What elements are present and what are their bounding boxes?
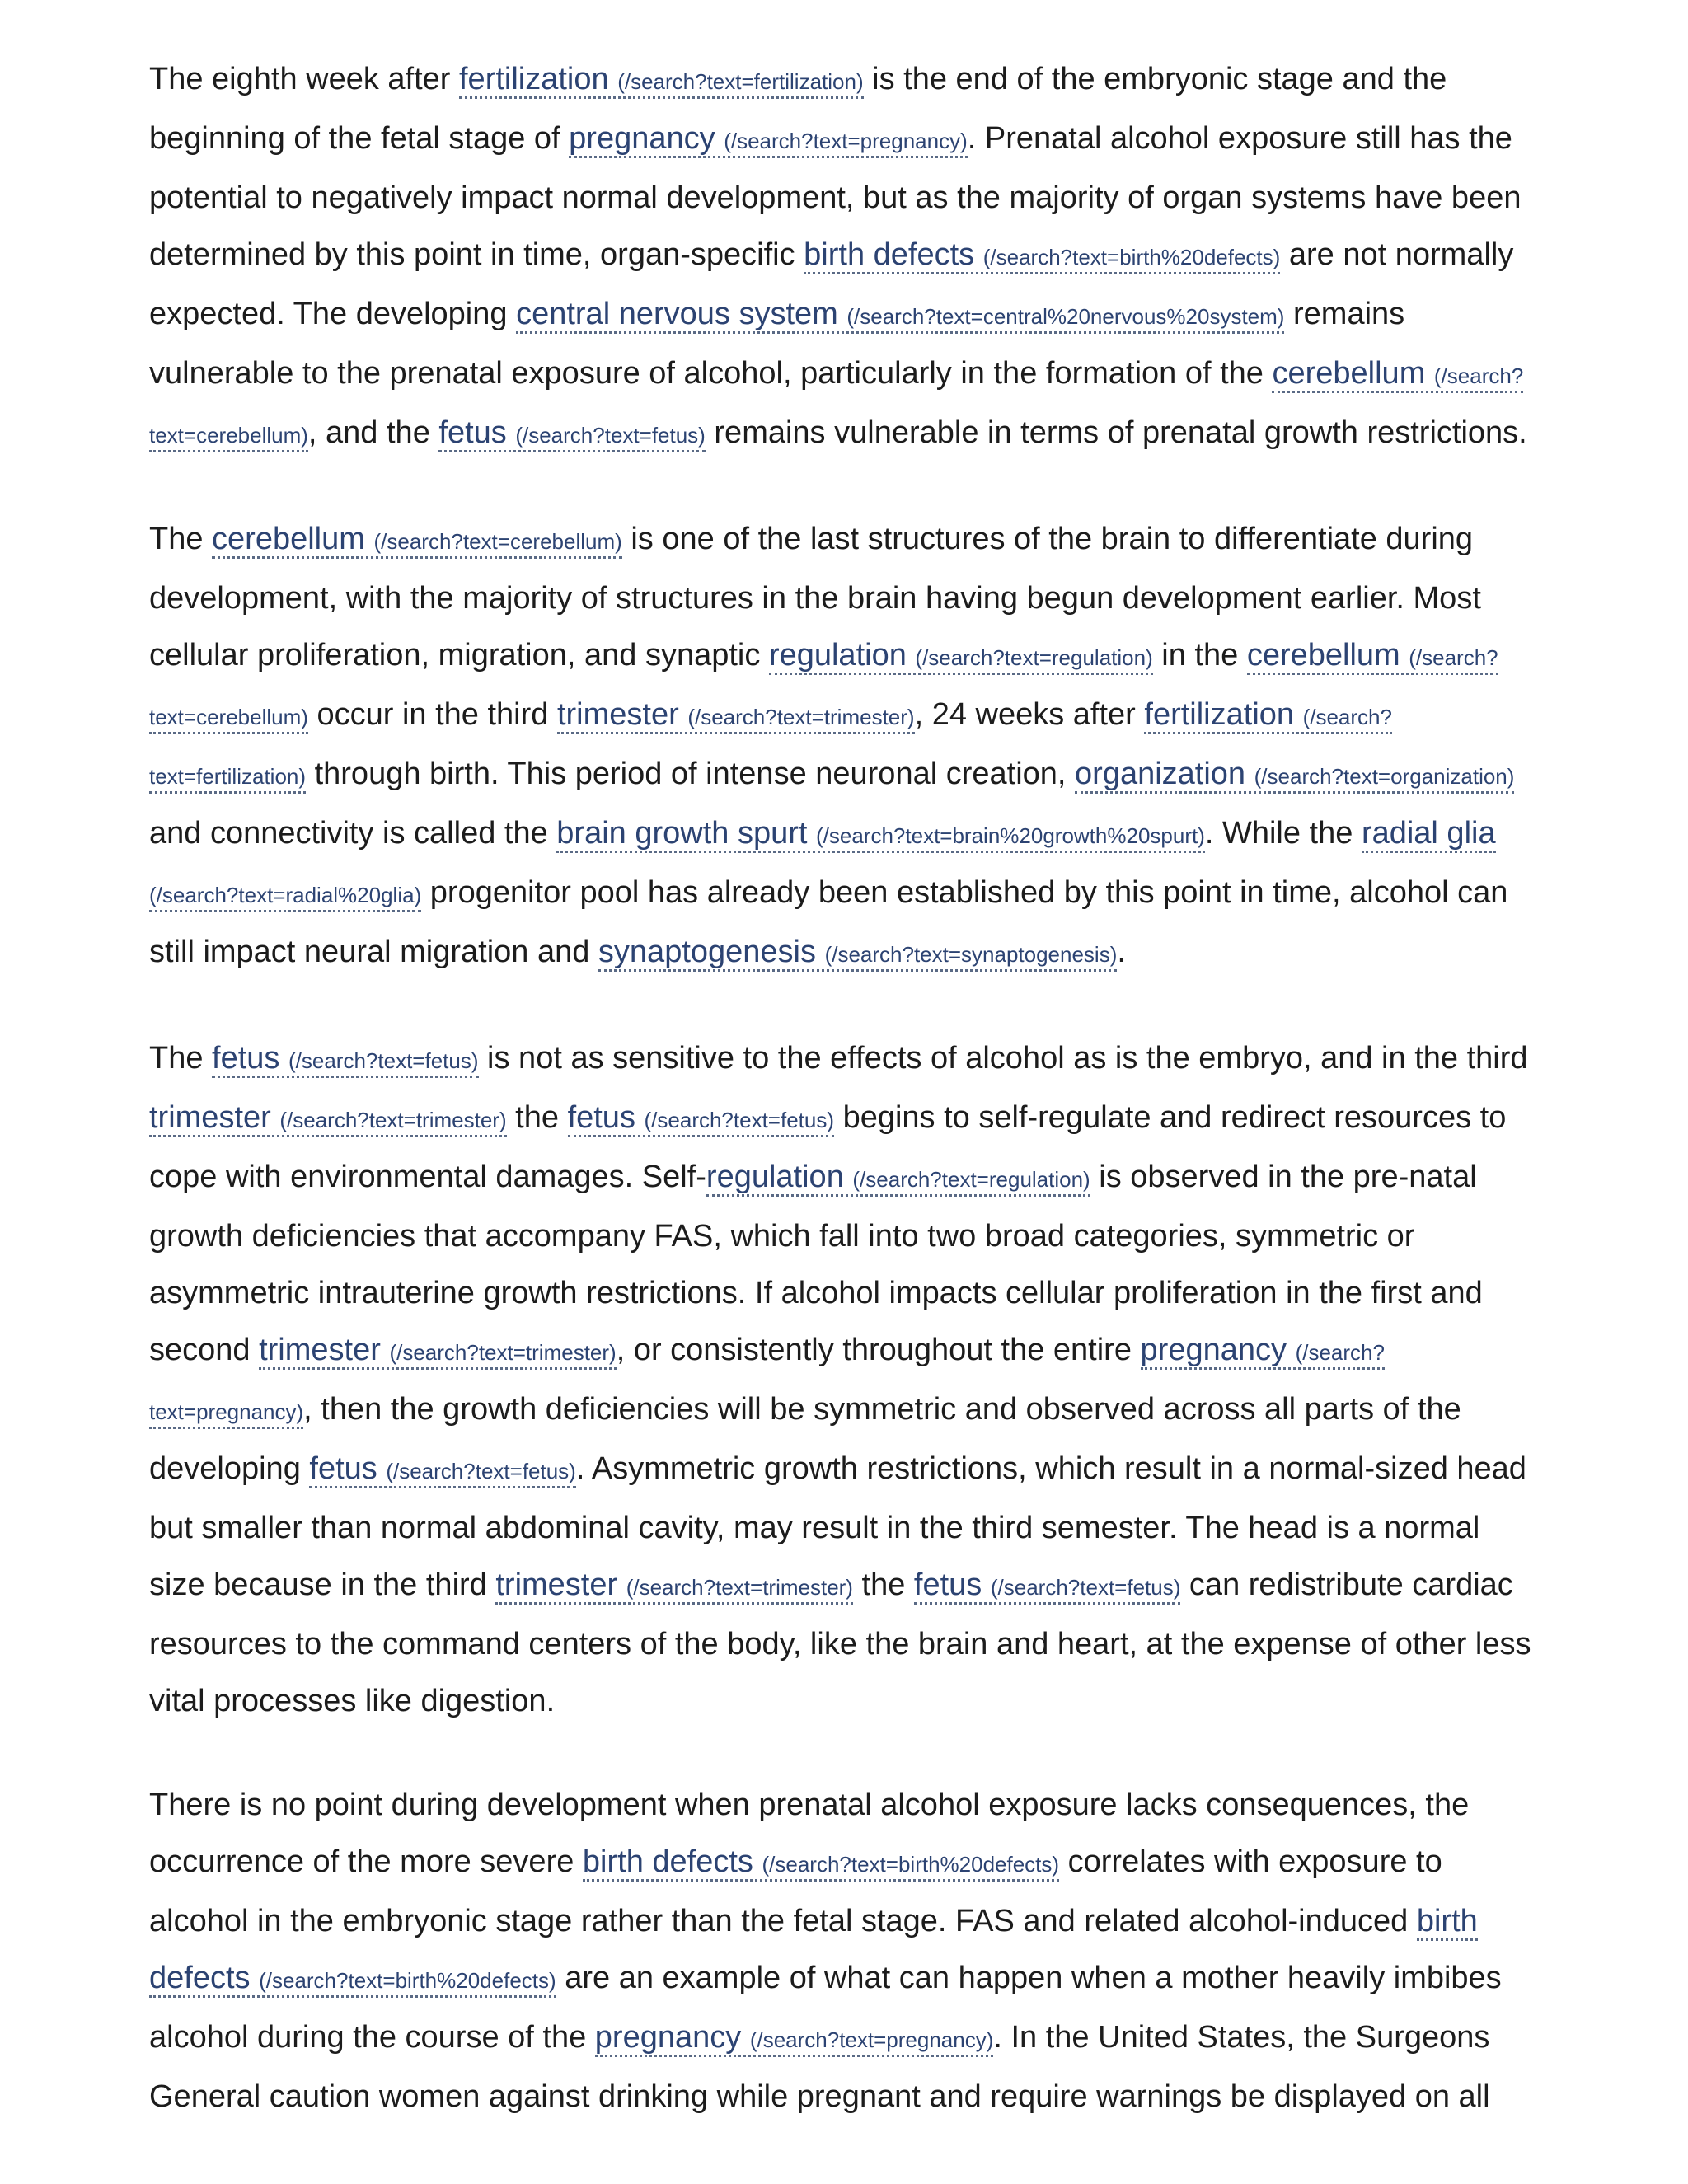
search-link-url: (/search?text=trimester) bbox=[687, 705, 915, 729]
article-body bbox=[149, 51, 1542, 2125]
article-paragraph bbox=[149, 1030, 1542, 1730]
search-link-url: (/search?text=cerebellum) bbox=[373, 529, 622, 554]
body-text: There is no point during development when prenatal alcohol exposure lacks consequences, the occurrence of the more severe bbox=[149, 1788, 1470, 1879]
body-text: can redistribute cardiac resources to the command centers of the body, like the brain and heart, at the expense of other less vital processes like digestion. bbox=[149, 1568, 1531, 1718]
search-link-url: (/search?text=fetus) bbox=[644, 1108, 835, 1132]
search-link[interactable] bbox=[459, 62, 864, 99]
search-link-url: (/search?text=fertilization) bbox=[149, 705, 1392, 789]
search-link-label: fetus bbox=[212, 1041, 280, 1076]
body-text: . bbox=[1117, 935, 1126, 969]
search-link-label: fetus bbox=[309, 1451, 377, 1486]
search-link-label: pregnancy bbox=[1140, 1333, 1287, 1367]
search-link[interactable] bbox=[438, 415, 705, 452]
search-link[interactable] bbox=[149, 1100, 507, 1137]
search-link-url: (/search?text=brain%20growth%20spurt) bbox=[816, 823, 1205, 848]
search-link-url: (/search?text=pregnancy) bbox=[724, 129, 968, 153]
search-link-url: (/search?text=organization) bbox=[1254, 764, 1515, 789]
body-text: begins to self-regulate and redirect resources to cope with environmental damages. Self- bbox=[149, 1100, 1507, 1194]
search-link-label: organization bbox=[1075, 757, 1246, 791]
search-link[interactable] bbox=[1075, 757, 1514, 794]
body-text: The bbox=[149, 522, 213, 556]
body-text: . While the bbox=[1204, 816, 1362, 851]
body-text: remains vulnerable to the prenatal exposure of alcohol, particularly in the formation of the bbox=[149, 297, 1405, 391]
search-link-label: radial glia bbox=[1361, 816, 1496, 851]
search-link[interactable] bbox=[212, 522, 622, 559]
search-link-url: (/search?text=fetus) bbox=[990, 1575, 1181, 1600]
search-link-url: (/search?text=synaptogenesis) bbox=[824, 942, 1118, 967]
article-paragraph bbox=[149, 51, 1542, 464]
body-text: correlates with exposure to alcohol in the embryonic stage rather than the fetal stage. FAS and related alcohol-induced bbox=[149, 1844, 1442, 1938]
search-link-url: (/search?text=regulation) bbox=[852, 1167, 1090, 1192]
body-text: and connectivity is called the bbox=[149, 816, 557, 851]
search-link-url: (/search?text=cerebellum) bbox=[149, 363, 1524, 448]
search-link-label: fertilization bbox=[459, 62, 609, 96]
search-link-label: fertilization bbox=[1144, 697, 1295, 732]
body-text: is the end of the embryonic stage and the beginning of the fetal stage of bbox=[149, 62, 1447, 156]
body-text: is not as sensitive to the effects of alcohol as is the embryo, and in the third bbox=[478, 1041, 1528, 1076]
search-link[interactable] bbox=[706, 1160, 1090, 1197]
search-link-url: (/search?text=cerebellum) bbox=[149, 645, 1498, 729]
search-link[interactable] bbox=[583, 1844, 1059, 1882]
search-link[interactable] bbox=[598, 935, 1117, 972]
search-link-url: (/search?text=trimester) bbox=[279, 1108, 507, 1132]
search-link-url: (/search?text=birth%20defects) bbox=[259, 1968, 556, 1993]
body-text: , and the bbox=[307, 415, 439, 450]
body-text: , 24 weeks after bbox=[914, 697, 1145, 732]
search-link-label: brain growth spurt bbox=[556, 816, 808, 851]
search-link-label: birth defects bbox=[804, 237, 975, 272]
body-text: . Prenatal alcohol exposure still has the potential to negatively impact normal development, but as the majority of organ systems have been determined by this point in time, organ-specific bbox=[149, 121, 1522, 272]
search-link-label: synaptogenesis bbox=[598, 935, 816, 969]
search-link[interactable] bbox=[557, 697, 915, 734]
body-text: is one of the last structures of the brain to differentiate during development, with the majority of structures in the brain having begun development earlier. Most cellular proliferation, migration, and synaptic bbox=[149, 522, 1481, 673]
search-link-label: cerebellum bbox=[1246, 638, 1400, 673]
search-link-label: trimester bbox=[259, 1333, 381, 1367]
article-paragraph bbox=[149, 1777, 1542, 2125]
search-link[interactable] bbox=[309, 1451, 575, 1488]
body-text: are an example of what can happen when a mother heavily imbibes alcohol during the course of the bbox=[149, 1961, 1502, 2055]
body-text: the bbox=[852, 1568, 914, 1602]
body-text: are not normally expected. The developing bbox=[149, 237, 1514, 331]
body-text: remains vulnerable in terms of prenatal growth restrictions. bbox=[705, 415, 1527, 450]
body-text: progenitor pool has already been established by this point in time, alcohol can still impact neural migration and bbox=[149, 875, 1508, 969]
body-text: , then the growth deficiencies will be symmetric and observed across all parts of the developing bbox=[149, 1392, 1461, 1486]
search-link-label: fetus bbox=[913, 1568, 982, 1602]
search-link-label: birth defects bbox=[582, 1844, 753, 1879]
search-link-url: (/search?text=fetus) bbox=[515, 423, 706, 448]
body-text: through birth. This period of intense neuronal creation, bbox=[306, 757, 1076, 791]
search-link[interactable] bbox=[495, 1568, 853, 1605]
search-link[interactable] bbox=[595, 2020, 994, 2057]
search-link-label: cerebellum bbox=[212, 522, 365, 556]
search-link-label: fetus bbox=[438, 415, 507, 450]
body-text: The eighth week after bbox=[149, 62, 459, 96]
body-text: . Asymmetric growth restrictions, which result in a normal-sized head but smaller than normal abdominal cavity, may result in the third semester. The head is a normal size because in the third bbox=[149, 1451, 1526, 1602]
search-link-url: (/search?text=trimester) bbox=[389, 1340, 617, 1365]
search-link-label: birth defects bbox=[149, 1904, 1478, 1995]
search-link-label: central nervous system bbox=[516, 297, 838, 331]
search-link[interactable] bbox=[569, 121, 968, 158]
search-link-label: regulation bbox=[768, 638, 907, 673]
body-text: occur in the third bbox=[307, 697, 557, 732]
search-link-url: (/search?text=fertilization) bbox=[617, 69, 864, 94]
search-link-url: (/search?text=pregnancy) bbox=[149, 1340, 1385, 1424]
search-link-label: regulation bbox=[706, 1160, 844, 1194]
search-link[interactable] bbox=[769, 638, 1153, 675]
search-link-url: (/search?text=regulation) bbox=[915, 645, 1153, 670]
search-link[interactable] bbox=[914, 1568, 1180, 1605]
search-link-label: fetus bbox=[567, 1100, 635, 1135]
search-link-url: (/search?text=trimester) bbox=[626, 1575, 853, 1600]
search-link[interactable] bbox=[568, 1100, 834, 1137]
search-link-label: pregnancy bbox=[594, 2020, 742, 2055]
search-link-label: trimester bbox=[495, 1568, 618, 1602]
search-link[interactable] bbox=[556, 816, 1205, 853]
search-link-label: trimester bbox=[149, 1100, 271, 1135]
body-text: The bbox=[149, 1041, 213, 1076]
search-link[interactable] bbox=[212, 1041, 478, 1078]
body-text: is observed in the pre-natal growth deficiencies that accompany FAS, which fall into two broad categories, symmetric or asymmetric intrauterine growth restrictions. If alcohol impacts cellular proliferation in the first and second bbox=[149, 1160, 1483, 1367]
search-link-label: trimester bbox=[556, 697, 679, 732]
search-link[interactable] bbox=[516, 297, 1284, 334]
body-text: the bbox=[506, 1100, 568, 1135]
search-link[interactable] bbox=[259, 1333, 617, 1370]
article-paragraph bbox=[149, 511, 1542, 983]
search-link-label: cerebellum bbox=[1272, 356, 1426, 391]
body-text: . In the United States, the Surgeons General caution women against drinking while pregnant and require warnings be displayed on all bbox=[149, 2020, 1490, 2114]
search-link-url: (/search?text=birth%20defects) bbox=[982, 245, 1281, 269]
search-link-url: (/search?text=fetus) bbox=[288, 1048, 479, 1073]
body-text: in the bbox=[1152, 638, 1247, 673]
search-link-url: (/search?text=birth%20defects) bbox=[762, 1852, 1060, 1877]
search-link-url: (/search?text=pregnancy) bbox=[749, 2027, 994, 2052]
search-link[interactable] bbox=[804, 237, 1280, 274]
search-link-url: (/search?text=radial%20glia) bbox=[149, 883, 422, 907]
search-link-label: pregnancy bbox=[569, 121, 715, 156]
search-link-url: (/search?text=fetus) bbox=[386, 1459, 576, 1483]
body-text: , or consistently throughout the entire bbox=[616, 1333, 1141, 1367]
search-link-url: (/search?text=central%20nervous%20system) bbox=[846, 304, 1285, 329]
